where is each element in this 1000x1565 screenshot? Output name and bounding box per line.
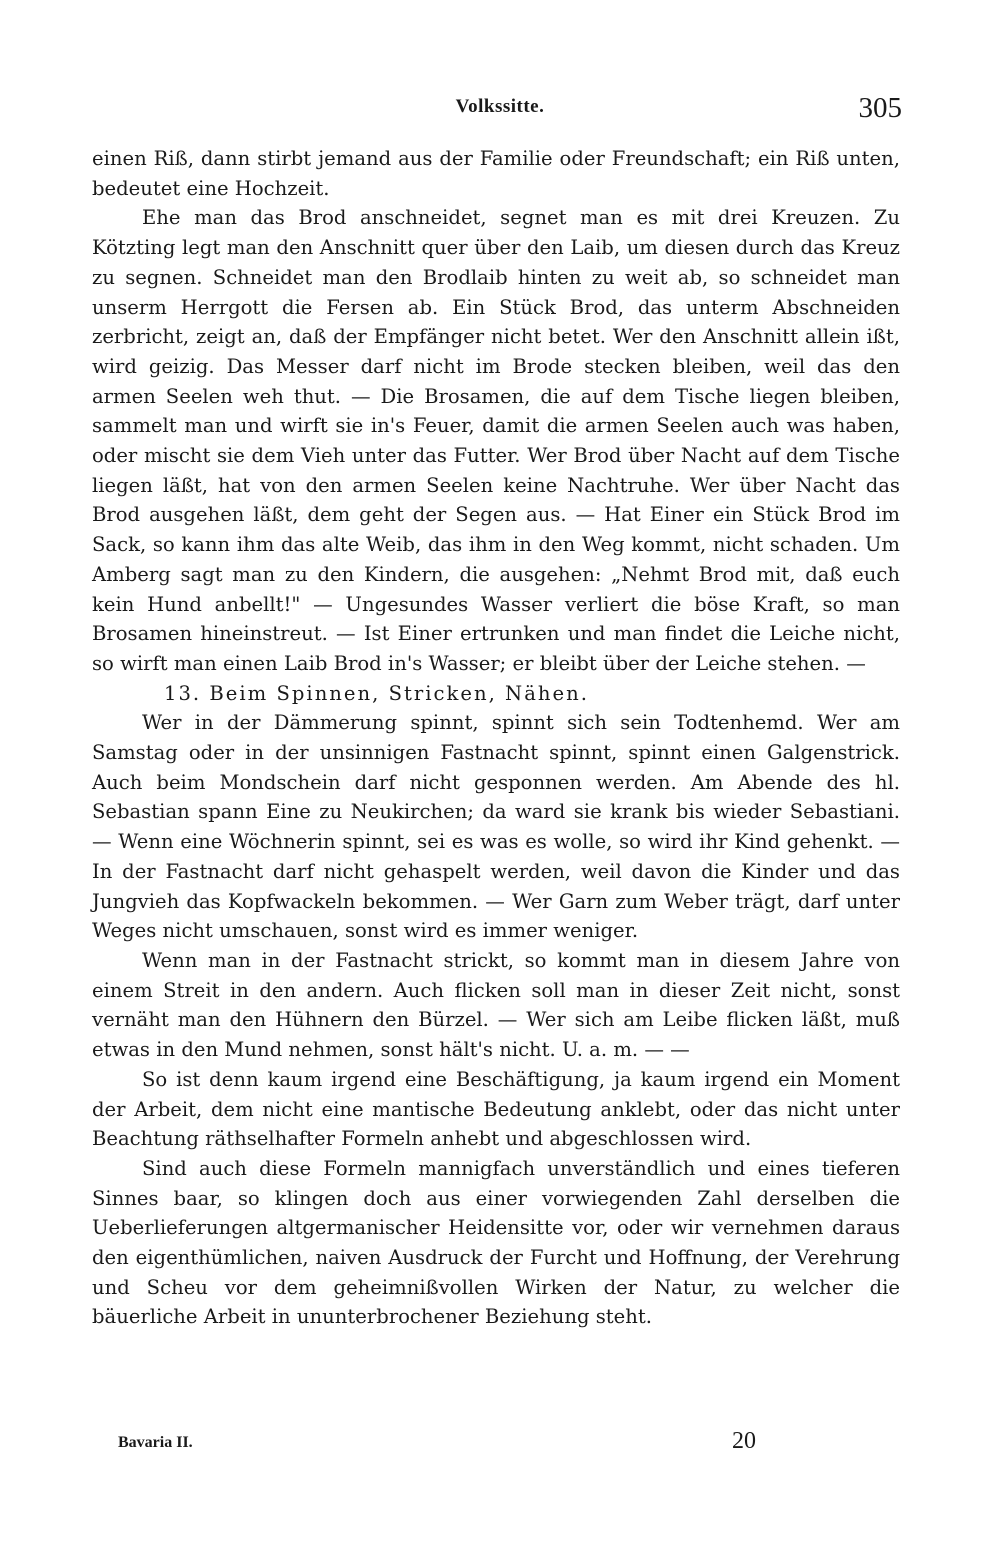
paragraph-5: So ist denn kaum irgend eine Beschäftigung, ja kaum irgend ein Moment der Arbeit, dem nicht eine mantische Bedeutung anklebt, oder das nicht unter Beachtung räthselhafter Formeln anhebt und abgeschlossen wird. [92, 1067, 900, 1151]
sheet-number: 20 [732, 1428, 756, 1454]
section-heading: 13. Beim Spinnen, Stricken, Nähen. [164, 681, 589, 705]
paragraph-4: Wenn man in der Fastnacht strickt, so kommt man in diesem Jahre von einem Streit in den andern. Auch flicken soll man in dieser Zeit nicht, sonst vernäht man den Hühnern den Bürzel. — Wer sich am Leibe flicken läßt, muß etwas in den Mund nehmen, sonst hält's nicht. U. a. m. — — [92, 948, 900, 1062]
running-head [0, 92, 1000, 128]
page-footer [0, 1428, 1000, 1462]
paragraph-3: Wer in der Dämmerung spinnt, spinnt sich sein Todtenhemd. Wer am Samstag oder in der unsinnigen Fastnacht spinnt, spinnt einen Galgenstrick. Auch beim Mondschein darf nicht gesponnen werden. Am Abende des hl. Sebastian spann Eine zu Neukirchen; da ward sie krank bis wieder Sebastiani. — Wenn eine Wöchnerin spinnt, sei es was es wolle, so wird ihr Kind gehenkt. — In der Fastnacht darf nicht gehaspelt werden, weil davon die Kinder und das Jungvieh das Kopfwackeln bekommen. — Wer Garn zum Weber trägt, darf unter Weges nicht umschauen, sonst wird es immer weniger. [92, 711, 900, 943]
page-number: 305 [858, 92, 902, 124]
running-title: Volkssitte. [455, 96, 545, 117]
paragraph-2: Ehe man das Brod anschneidet, segnet man es mit drei Kreuzen. Zu Kötzting legt man den Anschnitt quer über den Laib, um diesen durch das Kreuz zu segnen. Schneidet man den Brodlaib hinten zu weit ab, so schneidet man unserm Herrgott die Fersen ab. Ein Stück Brod, das unterm Abschneiden zerbricht, zeigt an, daß der Empfänger nicht betet. Wer den Anschnitt allein ißt, wird geizig. Das Messer darf nicht im Brode stecken bleiben, weil das den armen Seelen weh thut. — Die Brosamen, die auf dem Tische liegen bleiben, sammelt man und wirft sie in's Feuer, damit die armen Seelen auch was haben, oder mischt sie dem Vieh unter das Futter. Wer Brod über Nacht auf dem Tische liegen läßt, hat von den armen Seelen keine Nachtruhe. Wer über Nacht das Brod ausgehen läßt, dem geht der Segen aus. — Hat Einer ein Stück Brod im Sack, so kann ihm das alte Weib, das ihm in den Weg kommt, nicht schaden. Um Amberg sagt man zu den Kindern, die ausgehen: „Nehmt Brod mit, daß euch kein Hund anbellt!" — Ungesundes Wasser verliert die böse Kraft, so man Brosamen hineinstreut. — Ist Einer ertrunken und man findet die Leiche nicht, so wirft man einen Laib Brod in's Wasser; er bleibt über der Leiche stehen. — [92, 206, 900, 675]
paragraph-6: Sind auch diese Formeln mannigfach unverständlich und eines tieferen Sinnes baar, so klingen doch aus einer vorwiegenden Zahl derselben die Ueberlieferungen altgermanischer Heidensitte vor, oder wir vernehmen daraus den eigenthümlichen, naiven Ausdruck der Furcht und Hoffnung, der Verehrung und Scheu vor dem geheimnißvollen Wirken der Natur, zu welcher die bäuerliche Arbeit in ununterbrochener Beziehung steht. [92, 1156, 900, 1329]
paragraph-1: einen Riß, dann stirbt jemand aus der Familie oder Freundschaft; ein Riß unten, bedeutet eine Hochzeit. [92, 147, 900, 200]
body-text [92, 144, 900, 1332]
printer-signature: Bavaria II. [118, 1434, 193, 1451]
